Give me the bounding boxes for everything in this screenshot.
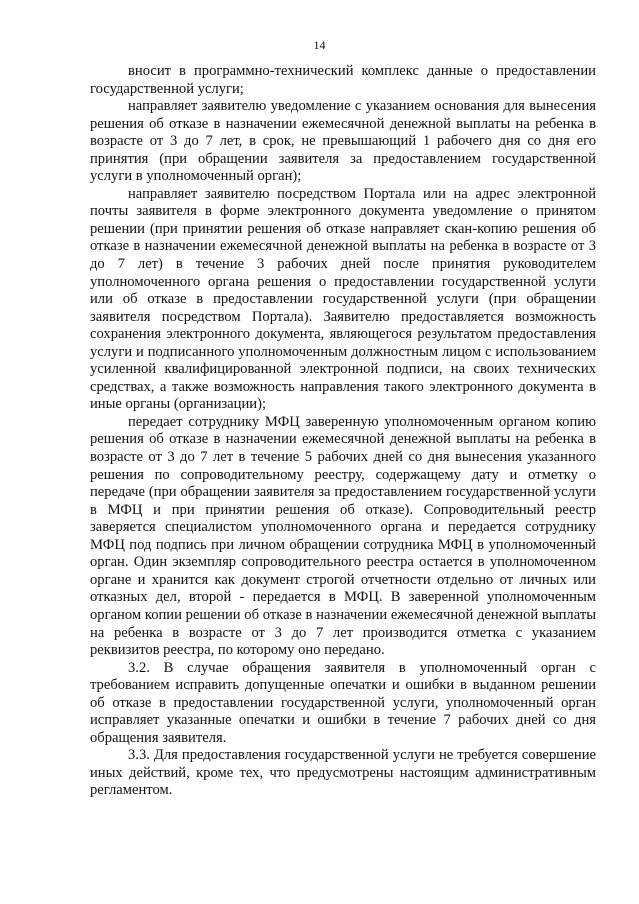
paragraph-send-via-portal: направляет заявителю посредством Портала или на адрес электронной почты заявителя в форме электронного документа уведомление о принятом решении (при принятии решения об отказе направляет скан-копию решения об отказе в назначении ежемесячной денежной выплаты на ребенка в возрасте от 3 до 7 лет) в течение 3 рабочих дней после принятия руководителем уполномоченного органа решения о предоставлении государственной услуги или об отказе в предоставлении государственной услуги (при обращении заявителя посредством Портала). Заявителю предоставляется возможность сохранения электронного документа, являющегося результатом предоставления услуги и подписанного уполномоченным должностным лицом с использованием усиленной квалифицированной электронной подписи, на своих технических средствах, а также возможность направления такого электронного документа в иные органы (организации); <box>90 185 596 413</box>
page-number: 14 <box>313 38 326 52</box>
paragraph-3-2-corrections: 3.2. В случае обращения заявителя в уполномоченный орган с требованием исправить допущенные опечатки и ошибки в выданном решении об отказе в предоставлении государственной услуги, уполномоченный орган исправляет указанные опечатки и ошибки в течение 7 рабочих дней со дня обращения заявителя. <box>90 659 596 746</box>
paragraph-enter-data: вносит в программно-технический комплекс данные о предоставлении государственной услуги; <box>90 63 596 97</box>
paragraph-transfer-to-mfc: передает сотруднику МФЦ заверенную уполномоченным органом копию решения об отказе в назначении ежемесячной денежной выплаты на ребенка в возрасте от 3 до 7 лет в течение 5 рабочих дней со дня вынесения указанного решения по сопроводительному реестру, содержащему дату и отметку о передаче (при обращении заявителя за предоставлением государственной услуги в МФЦ и при принятии решения об отказе). Сопроводительный реестр заверяется специалистом уполномоченного органа и передается сотруднику МФЦ под подпись при личном обращении сотрудника МФЦ в уполномоченный орган. Один экземпляр сопроводительного реестра остается в уполномоченном органе и хранится как документ строгой отчетности отдельно от личных или отказных дел, второй - передается в МФЦ. В заверенной уполномоченным органом копии решении об отказе в назначении ежемесячной денежной выплаты на ребенка в возрасте от 3 до 7 лет производится отметка с указанием реквизитов реестра, по которому оно передано. <box>90 413 596 659</box>
document-body <box>90 63 596 800</box>
paragraph-3-3-no-other-actions: 3.3. Для предоставления государственной услуги не требуется совершение иных действий, кроме тех, что предусмотрены настоящим административным регламентом. <box>90 747 596 799</box>
paragraph-send-refusal-notice: направляет заявителю уведомление с указанием основания для вынесения решения об отказе в назначении ежемесячной денежной выплаты на ребенка в возрасте от 3 до 7 лет, в срок, не превышающий 1 рабочего дня со дня его принятия (при обращении заявителя за предоставлением государственной услуги в уполномоченный орган); <box>90 98 596 185</box>
